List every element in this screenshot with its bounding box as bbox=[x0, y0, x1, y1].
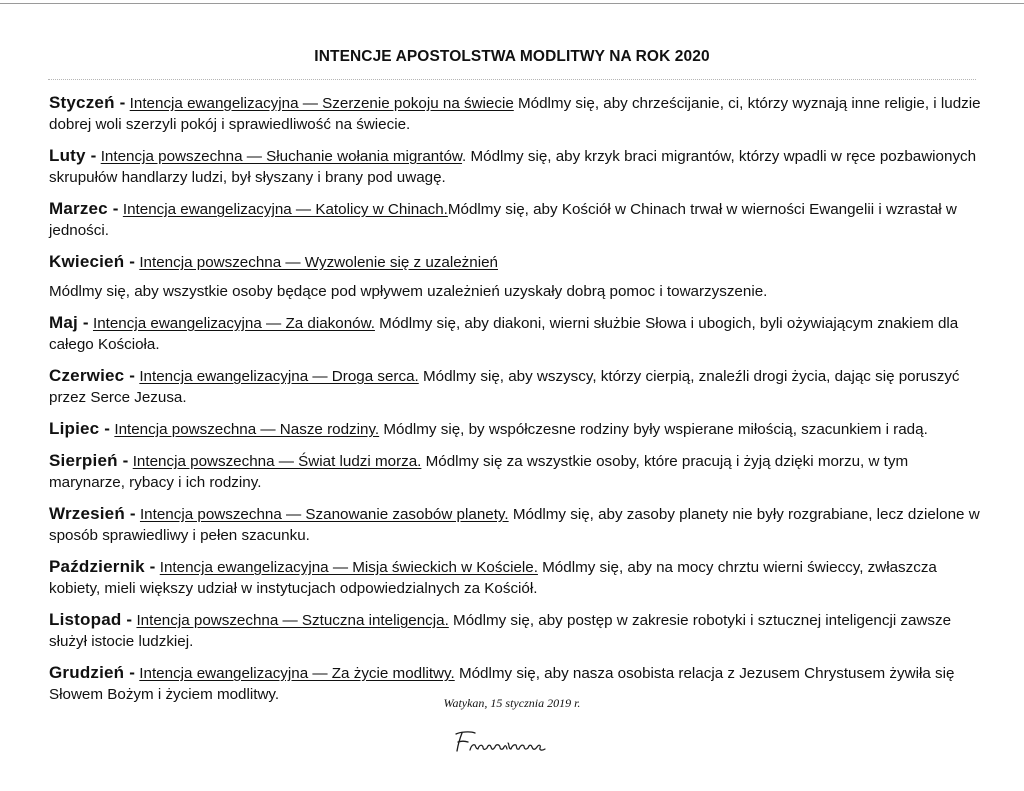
intention-prayer: Módlmy się, aby diakoni, wierni służbie Słowa i ubogich, byli ożywiającym znakiem dla całego Kościoła. bbox=[49, 315, 959, 353]
date-place-line: Watykan, 15 stycznia 2019 r. bbox=[443, 696, 581, 710]
intention-title: Intencja powszechna — Sztuczna inteligencja. bbox=[136, 612, 449, 629]
intentions-list bbox=[49, 92, 984, 715]
intention-title: Intencja ewangelizacyjna — Misja świeckich w Kościele. bbox=[159, 559, 538, 576]
intention-title: Intencja powszechna — Wyzwolenie się z uzależnień bbox=[139, 254, 498, 271]
intention-prayer: Módlmy się, aby nasza osobista relacja z Jezusem Chrystusem żywiła się Słowem Bożym i życiem modlitwy. bbox=[49, 665, 955, 703]
intention-title: Intencja ewangelizacyjna — Za życie modlitwy. bbox=[139, 665, 455, 682]
intention-entry bbox=[49, 609, 984, 652]
month-label: Grudzień - bbox=[49, 663, 136, 682]
intention-title: Intencja powszechna — Słuchanie wołania migrantów bbox=[100, 148, 463, 165]
dotted-separator bbox=[48, 79, 976, 80]
month-label: Czerwiec - bbox=[49, 366, 136, 385]
month-label: Luty - bbox=[49, 146, 97, 165]
intention-title: Intencja ewangelizacyjna — Droga serca. bbox=[139, 368, 419, 385]
intention-prayer: Módlmy się, aby na mocy chrztu wierni świeccy, zwłaszcza kobiety, mieli większy udział w instytucjach odpowiedzialnych za Kościół. bbox=[49, 559, 937, 597]
intention-entry bbox=[49, 556, 984, 599]
month-label: Maj - bbox=[49, 313, 89, 332]
intention-entry bbox=[49, 365, 984, 408]
intention-entry bbox=[49, 198, 984, 241]
month-label: Marzec - bbox=[49, 199, 119, 218]
intention-prayer: Módlmy się, by współczesne rodziny były wspierane miłością, szacunkiem i radą. bbox=[379, 421, 928, 438]
intention-entry bbox=[49, 145, 984, 188]
top-rule bbox=[0, 3, 1024, 4]
intention-entry bbox=[49, 450, 984, 493]
handwritten-signature bbox=[448, 728, 560, 754]
intention-entry bbox=[49, 418, 984, 440]
month-label: Listopad - bbox=[49, 610, 133, 629]
intention-title: Intencja powszechna — Szanowanie zasobów planety. bbox=[139, 506, 509, 523]
intention-title: Intencja powszechna — Nasze rodziny. bbox=[114, 421, 380, 438]
month-label: Wrzesień - bbox=[49, 504, 136, 523]
intention-entry bbox=[49, 312, 984, 355]
intention-entry bbox=[49, 503, 984, 546]
intention-title: Intencja ewangelizacyjna — Szerzenie pokoju na świecie bbox=[129, 95, 514, 112]
intention-prayer: . Módlmy się, aby krzyk braci migrantów, którzy wpadli w ręce pozbawionych skrupułów handlarzy ludzi, był słyszany i brany pod uwagę. bbox=[49, 148, 977, 186]
intention-prayer: Módlmy się, aby postęp w zakresie robotyki i sztucznej inteligencji zawsze służył istocie ludzkiej. bbox=[49, 612, 952, 650]
intention-entry bbox=[49, 251, 984, 302]
page-title: INTENCJE APOSTOLSTWA MODLITWY NA ROK 2020 bbox=[314, 48, 710, 65]
month-label: Październik - bbox=[49, 557, 156, 576]
intention-prayer: Módlmy się za wszystkie osoby, które pracują i żyją dzięki morzu, w tym marynarze, rybacy i ich rodziny. bbox=[49, 453, 909, 491]
intention-entry bbox=[49, 92, 984, 135]
month-label: Lipiec - bbox=[49, 419, 111, 438]
intention-prayer: Módlmy się, aby Kościół w Chinach trwał w wierności Ewangelii i wzrastał w jedności. bbox=[49, 201, 957, 239]
intention-title: Intencja powszechna — Świat ludzi morza. bbox=[132, 453, 422, 470]
month-label: Kwiecień - bbox=[49, 252, 136, 271]
month-label: Styczeń - bbox=[49, 93, 126, 112]
intention-title: Intencja ewangelizacyjna — Za diakonów. bbox=[92, 315, 375, 332]
intention-title: Intencja ewangelizacyjna — Katolicy w Chinach. bbox=[122, 201, 448, 218]
intention-prayer: Módlmy się, aby zasoby planety nie były rozgrabiane, lecz dzielone w sposób sprawiedliwy i pełen szacunku. bbox=[49, 506, 980, 544]
intention-prayer: Módlmy się, aby chrześcijanie, ci, którzy wyznają inne religie, i ludzie dobrej woli szerzyli pokój i sprawiedliwość na świecie. bbox=[49, 95, 981, 133]
intention-prayer: Módlmy się, aby wszystkie osoby będące pod wpływem uzależnień uzyskały dobrą pomoc i towarzyszenie. bbox=[49, 283, 768, 300]
month-label: Sierpień - bbox=[49, 451, 129, 470]
intention-prayer: Módlmy się, aby wszyscy, którzy cierpią, znaleźli drogi życia, dając się poruszyć przez Serce Jezusa. bbox=[49, 368, 960, 406]
